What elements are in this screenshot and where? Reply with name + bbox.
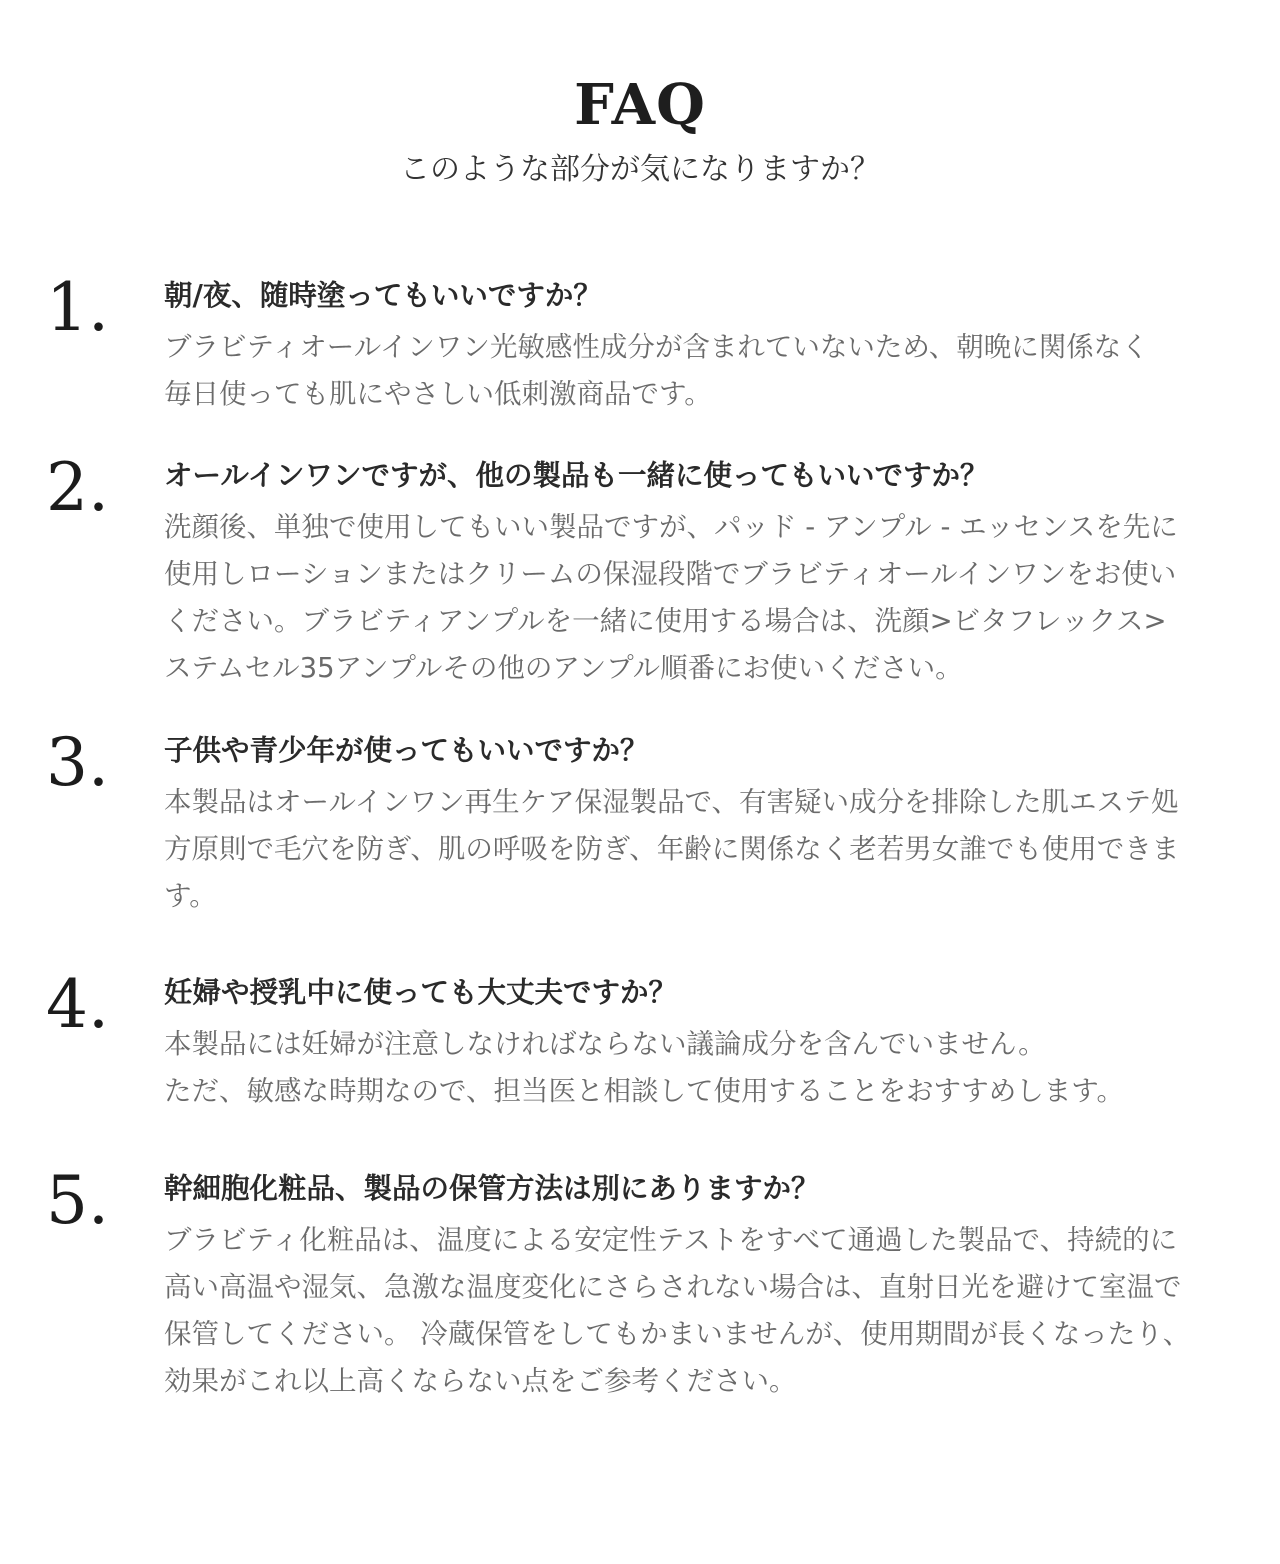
faq-answer-line: ブラビティオールインワン光敏感性成分が含まれていないため、朝晩に関係なく <box>164 331 1149 363</box>
faq-question: 妊婦や授乳中に使っても大丈夫ですか？ <box>164 976 678 1009</box>
page-title: FAQ <box>574 72 706 138</box>
faq-answer-line: 洗顔後、単独で使用してもいい製品ですが、パッド - アンプル - エッセンスを先に <box>164 511 1178 543</box>
faq-question: 幹細胞化粧品、製品の保管方法は別にありますか？ <box>164 1172 820 1205</box>
faq-answer-line: ブラビティ化粧品は、温度による安定性テストをすべて通過した製品で、持続的に <box>164 1224 1178 1256</box>
faq-number: 5. <box>46 1162 109 1239</box>
faq-answer-line: 使用しローションまたはクリームの保湿段階でブラビティオールインワンをお使い <box>164 558 1177 590</box>
faq-answer <box>164 324 1234 418</box>
faq-answer-line: ください。ブラビティアンプルを一緒に使用する場合は、洗顔>ビタフレックス> <box>164 605 1167 637</box>
faq-answer-line: 高い高温や湿気、急激な温度変化にさらされない場合は、直射日光を避けて室温で <box>164 1271 1182 1303</box>
faq-answer-line: 効果がこれ以上高くならない点をご参考ください。 <box>164 1365 797 1397</box>
faq-question: 子供や青少年が使ってもいいですか？ <box>164 734 649 767</box>
faq-answer-line: 方原則で毛穴を防ぎ、肌の呼吸を防ぎ、年齢に関係なく老若男女誰でも使用できま <box>164 833 1180 865</box>
faq-answer <box>164 1021 1234 1115</box>
faq-answer <box>164 779 1234 920</box>
faq-question: 朝/夜、随時塗ってもいいですか？ <box>164 279 602 312</box>
faq-answer-line: 本製品には妊婦が注意しなければならない議論成分を含んでいません。 <box>164 1028 1046 1060</box>
page-subtitle: このような部分が気になりますか？ <box>400 152 880 187</box>
faq-number: 1. <box>46 269 109 346</box>
faq-answer <box>164 504 1234 692</box>
faq-header <box>0 70 1280 190</box>
faq-answer-line: 本製品はオールインワン再生ケア保湿製品で、有害疑い成分を排除した肌エステ処 <box>164 786 1179 818</box>
faq-number: 3. <box>46 724 109 801</box>
faq-question: オールインワンですが、他の製品も一緒に使ってもいいですか？ <box>164 459 989 492</box>
faq-answer-line: 毎日使っても肌にやさしい低刺激商品です。 <box>164 378 712 410</box>
faq-answer <box>164 1217 1234 1405</box>
faq-answer-line: ただ、敏感な時期なので、担当医と相談して使用することをおすすめします。 <box>164 1075 1125 1107</box>
faq-number: 2. <box>46 449 109 526</box>
faq-answer-line: 保管してください。 冷蔵保管をしてもかまいませんが、使用期間が長くなったり、 <box>164 1318 1191 1350</box>
faq-number: 4. <box>46 966 109 1043</box>
faq-answer-line: ステムセル35アンプルその他のアンプル順番にお使いください。 <box>164 652 963 684</box>
faq-answer-line: す。 <box>164 880 217 912</box>
